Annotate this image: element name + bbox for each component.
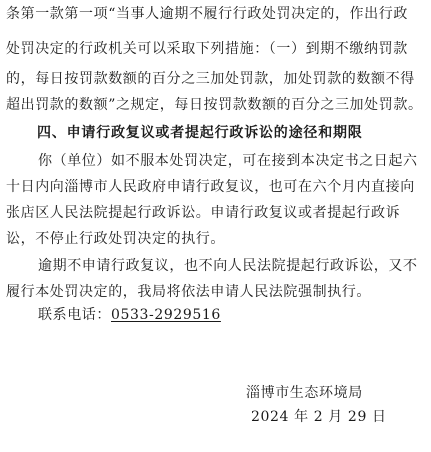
contact-phone: 0533-2929516	[111, 307, 221, 323]
para1-line-1: 你（单位）如不服本处罚决定，可在接到本决定书之日起六	[38, 153, 418, 169]
para2-line-2: 履行本处罚决定的，我局将依法申请人民法院强制执行。	[6, 284, 371, 300]
para1-line-3: 张店区人民法院提起行政诉讼。申请行政复议或者提起行政诉	[6, 205, 401, 221]
signature-date: 2024 年 2 月 29 日	[251, 409, 387, 425]
para1-line-2: 十日内向淄博市人民政府申请行政复议，也可在六个月内直接向	[6, 179, 415, 195]
contact-label: 联系电话：	[38, 307, 111, 323]
intro-line-2: 处罚决定的行政机关可以采取下列措施：（一）到期不缴纳罚款	[6, 41, 408, 57]
para2-line-1: 逾期不申请行政复议，也不向人民法院提起行政诉讼，又不	[38, 258, 418, 274]
contact-line	[38, 306, 221, 324]
intro-line-1: 条第一款第一项“当事人逾期不履行行政处罚决定的，作出行政	[6, 6, 408, 22]
intro-line-3: 的，每日按罚款数额的百分之三加处罚款，加处罚款的数额不得	[6, 71, 415, 87]
intro-line-4: 超出罚款的数额”之规定，每日按罚款数额的百分之三加处罚款。	[6, 97, 423, 113]
section-heading: 四、申请行政复议或者提起行政诉讼的途径和期限	[37, 125, 363, 141]
signature-organization: 淄博市生态环境局	[246, 385, 363, 401]
para1-line-4: 讼，不停止行政处罚决定的执行。	[6, 231, 225, 247]
